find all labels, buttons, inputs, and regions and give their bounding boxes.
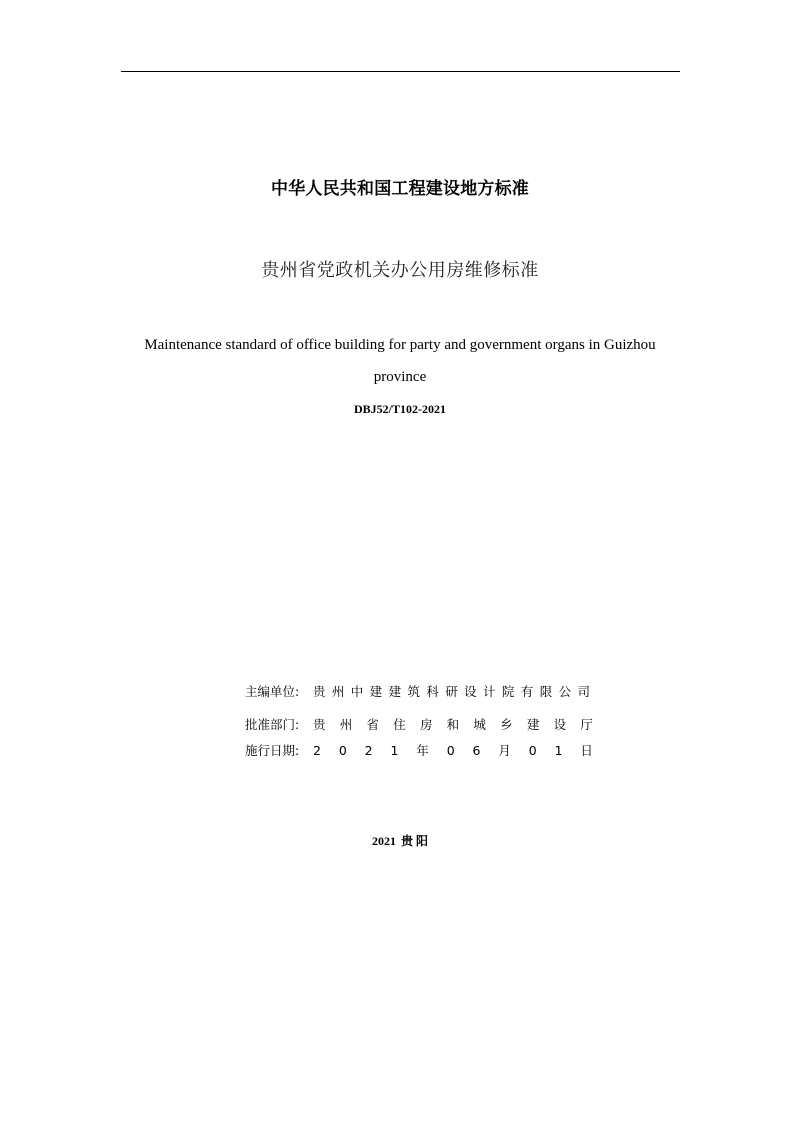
editor-char: 建 [388,684,402,699]
date-char: 0 [338,743,347,758]
approver-char: 住 [393,717,406,732]
effective-date-value [313,742,593,760]
approver-char: 厅 [580,717,593,732]
english-title-line1: Maintenance standard of office building for party and government organs in Guizhou [144,337,656,353]
approver-char: 建 [526,717,540,732]
date-char: 1 [390,743,399,758]
date-char: 1 [554,743,563,758]
editor-unit-label: 主编单位: [245,684,300,699]
editor-char: 科 [426,684,439,699]
editor-char: 设 [464,684,477,699]
approver-char: 州 [339,717,353,732]
editor-char: 建 [369,684,383,699]
editor-char: 筑 [407,684,420,699]
editor-char: 计 [483,684,496,699]
editor-char: 研 [445,684,458,699]
footer-place: 贵 阳 [400,834,428,848]
editor-char: 有 [520,684,534,699]
effective-date-label: 施行日期: [245,743,300,758]
editor-char: 州 [331,684,345,699]
editor-unit-value [313,683,590,701]
approver-row [245,716,605,734]
standard-series-title: 中华人民共和国工程建设地方标准 [271,179,529,199]
approver-char: 乡 [500,717,513,732]
date-char: 日 [580,743,593,758]
editor-char: 院 [501,684,515,699]
date-char: 月 [498,743,511,758]
date-char: 年 [416,743,429,758]
date-char: 2 [364,743,373,758]
approver-char: 房 [419,717,433,732]
editor-char: 司 [577,684,590,699]
date-char: 0 [528,743,537,758]
english-title-line2: province [373,369,427,385]
approver-char: 设 [553,717,567,732]
approver-char: 城 [473,717,486,732]
editor-char: 公 [558,684,572,699]
approver-label: 批准部门: [245,717,300,732]
editor-char: 贵 [313,684,326,699]
editor-unit-row [245,683,605,701]
chinese-title: 贵州省党政机关办公用房维修标准 [261,260,539,281]
approver-char: 和 [446,717,460,732]
date-char: 6 [472,743,481,758]
approver-value [313,716,593,734]
effective-date-row [245,742,605,760]
footer-year: 2021 [371,834,396,848]
publication-footer [0,832,800,849]
date-char: 2 [313,743,321,758]
editor-char: 中 [350,684,364,699]
date-char: 0 [446,743,455,758]
approver-char: 贵 [313,717,326,732]
top-rule [121,71,680,72]
editor-char: 限 [539,684,553,699]
approver-char: 省 [366,717,379,732]
standard-code: DBJ52/T102-2021 [353,402,446,416]
